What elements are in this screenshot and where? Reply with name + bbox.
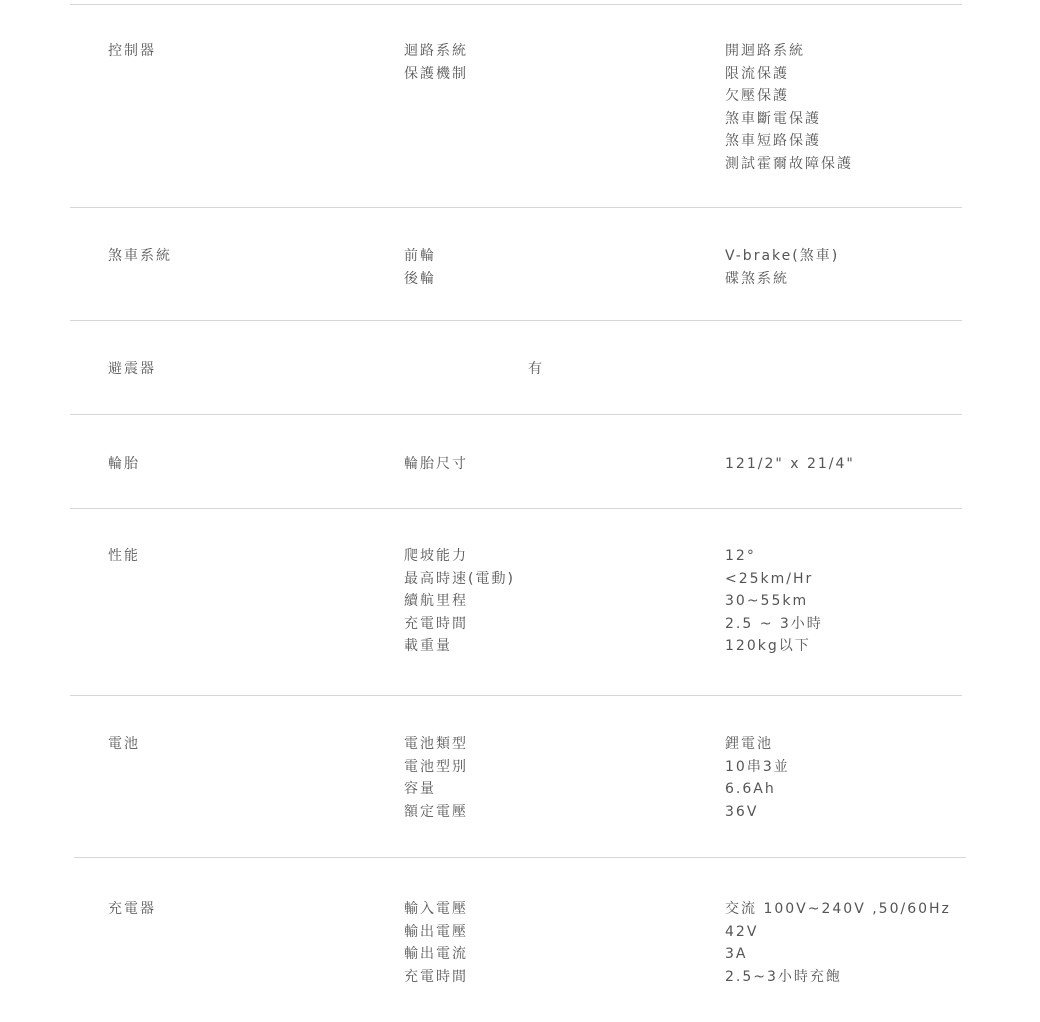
spec-value: 有 (528, 361, 544, 377)
spec-values (725, 40, 853, 175)
divider (70, 414, 962, 415)
spec-sub-label: 續航里程 (404, 593, 468, 609)
spec-value: 2.5~3小時充飽 (725, 968, 842, 985)
spec-sub-label: 前輪 (404, 248, 436, 264)
spec-values (725, 453, 855, 476)
spec-sub-labels (404, 245, 436, 290)
spec-category: 電池 (108, 736, 140, 752)
spec-value: 欠壓保護 (725, 88, 789, 104)
spec-value: 42V (725, 923, 759, 940)
spec-sub-label: 迴路系統 (404, 43, 468, 59)
spec-values (725, 898, 951, 988)
spec-sub-labels (404, 545, 515, 658)
spec-category: 充電器 (108, 901, 156, 917)
spec-values (725, 245, 839, 290)
spec-value: 120kg以下 (725, 638, 811, 654)
spec-value: 煞車斷電保護 (725, 110, 821, 127)
spec-sub-label: 爬坡能力 (404, 548, 468, 564)
spec-sub-label: 容量 (404, 781, 436, 797)
spec-value: 121/2" x 21/4" (725, 456, 855, 472)
spec-value: 10串3並 (725, 758, 790, 775)
spec-sub-label: 電池類型 (404, 736, 468, 752)
spec-value: 鋰電池 (725, 736, 773, 752)
spec-value: 限流保護 (725, 65, 789, 82)
spec-value: 開迴路系統 (725, 43, 805, 59)
spec-sub-label: 電池型別 (404, 758, 468, 775)
spec-sub-label: 載重量 (404, 638, 452, 654)
spec-sub-label: 後輪 (404, 270, 436, 287)
spec-sub-label: 輸出電壓 (404, 923, 468, 940)
spec-value: 交流 100V~240V ,50/60Hz (725, 901, 951, 917)
spec-value: 12° (725, 548, 756, 564)
spec-sub-label: 保護機制 (404, 65, 468, 82)
divider (70, 508, 962, 509)
spec-sub-labels (404, 898, 468, 988)
spec-value: 30~55km (725, 593, 809, 609)
spec-category: 性能 (108, 548, 140, 564)
spec-sub-label: 輸出電流 (404, 946, 468, 962)
spec-value: <25km/Hr (725, 570, 814, 587)
spec-value: 3A (725, 946, 748, 962)
spec-values (725, 733, 790, 823)
spec-category: 避震器 (108, 361, 156, 377)
divider (74, 857, 966, 858)
spec-category: 控制器 (108, 43, 156, 59)
spec-value: 36V (725, 803, 759, 820)
spec-category: 輪胎 (108, 456, 140, 472)
divider (70, 4, 962, 5)
divider (70, 320, 962, 321)
spec-sub-label: 充電時間 (404, 968, 468, 985)
spec-sub-label: 最高時速(電動) (404, 570, 515, 587)
spec-sub-label: 輸入電壓 (404, 901, 468, 917)
spec-sub-labels (404, 40, 468, 85)
spec-sub-labels (404, 453, 468, 476)
divider (70, 695, 962, 696)
spec-sub-label: 輪胎尺寸 (404, 456, 468, 472)
spec-value: 6.6Ah (725, 781, 776, 797)
spec-value: 測試霍爾故障保護 (725, 155, 853, 172)
spec-sub-label: 充電時間 (404, 615, 468, 632)
spec-value: 煞車短路保護 (725, 133, 821, 149)
spec-sub-label: 額定電壓 (404, 803, 468, 820)
spec-sub-labels (404, 733, 468, 823)
spec-category: 煞車系統 (108, 248, 172, 264)
spec-values (725, 545, 823, 658)
divider (70, 207, 962, 208)
spec-value: 2.5 ~ 3小時 (725, 615, 823, 632)
spec-value: 碟煞系統 (725, 270, 789, 287)
spec-value: V-brake(煞車) (725, 248, 840, 264)
